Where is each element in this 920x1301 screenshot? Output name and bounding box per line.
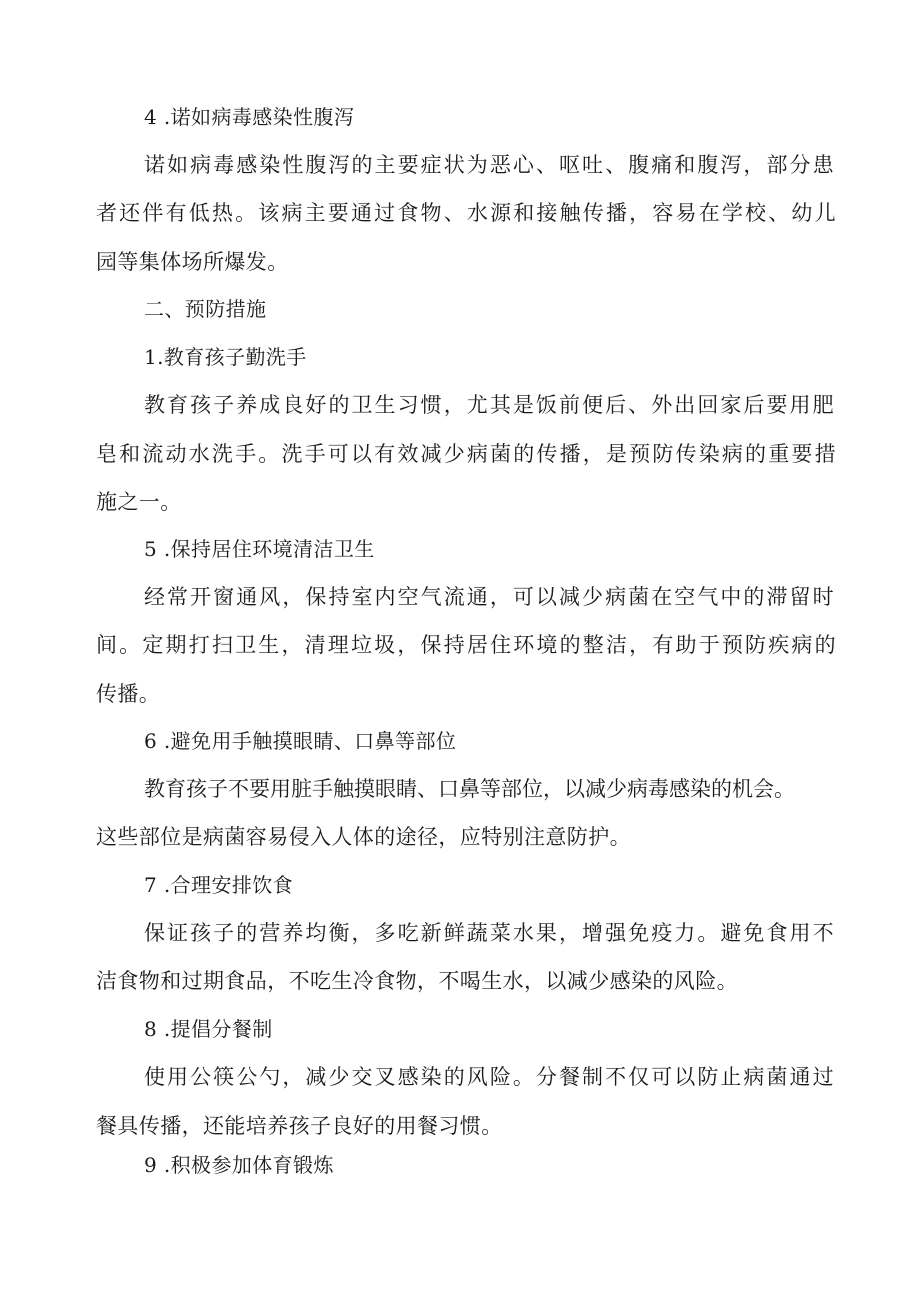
measure-5-heading: 5 .保持居住环境清洁卫生	[144, 537, 375, 561]
section-4-line-3: 园等集体场所爆发。	[96, 250, 289, 274]
measure-5-line-3: 传播。	[96, 682, 161, 706]
measure-7-line-1: 保证孩子的营养均衡，多吃新鲜蔬菜水果，增强免疫力。避免食用不	[144, 921, 834, 945]
measure-5-line-1: 经常开窗通风，保持室内空气流通，可以减少病菌在空气中的滞留时	[144, 585, 834, 609]
measure-8-line-2: 餐具传播，还能培养孩子良好的用餐习惯。	[96, 1114, 503, 1138]
measure-6-line-2: 这些部位是病菌容易侵入人体的途径，应特别注意防护。	[96, 825, 631, 849]
measure-1-line-2: 皂和流动水洗手。洗手可以有效减少病菌的传播，是预防传染病的重要措	[96, 442, 836, 466]
measure-6-line-1: 教育孩子不要用脏手触摸眼睛、口鼻等部位，以减少病毒感染的机会。	[144, 777, 795, 801]
section-4-line-2: 者还伴有低热。该病主要通过食物、水源和接触传播，容易在学校、幼儿	[96, 201, 836, 225]
measure-1-line-3: 施之一。	[96, 490, 182, 514]
measure-7-heading: 7 .合理安排饮食	[144, 873, 294, 897]
measure-8-heading: 8 .提倡分餐制	[144, 1017, 273, 1041]
measure-9-heading: 9 .积极参加体育锻炼	[144, 1153, 334, 1177]
section-4-line-1: 诺如病毒感染性腹泻的主要症状为恶心、呕吐、腹痛和腹泻，部分患	[144, 153, 834, 177]
section-4-heading: 4 .诺如病毒感染性腹泻	[144, 105, 355, 129]
measure-1-heading: 1.教育孩子勤洗手	[144, 345, 307, 369]
measure-1-line-1: 教育孩子养成良好的卫生习惯，尤其是饭前便后、外出回家后要用肥	[144, 393, 834, 417]
part-2-heading: 二、预防措施	[144, 297, 267, 321]
measure-6-heading: 6 .避免用手触摸眼睛、口鼻等部位	[144, 729, 457, 753]
measure-5-line-2: 间。定期打扫卫生，清理垃圾，保持居住环境的整洁，有助于预防疾病的	[96, 633, 836, 657]
measure-8-line-1: 使用公筷公勺，减少交叉感染的风险。分餐制不仅可以防止病菌通过	[144, 1065, 834, 1089]
measure-7-line-2: 洁食物和过期食品，不吃生冷食物，不喝生水，以减少感染的风险。	[96, 969, 738, 993]
